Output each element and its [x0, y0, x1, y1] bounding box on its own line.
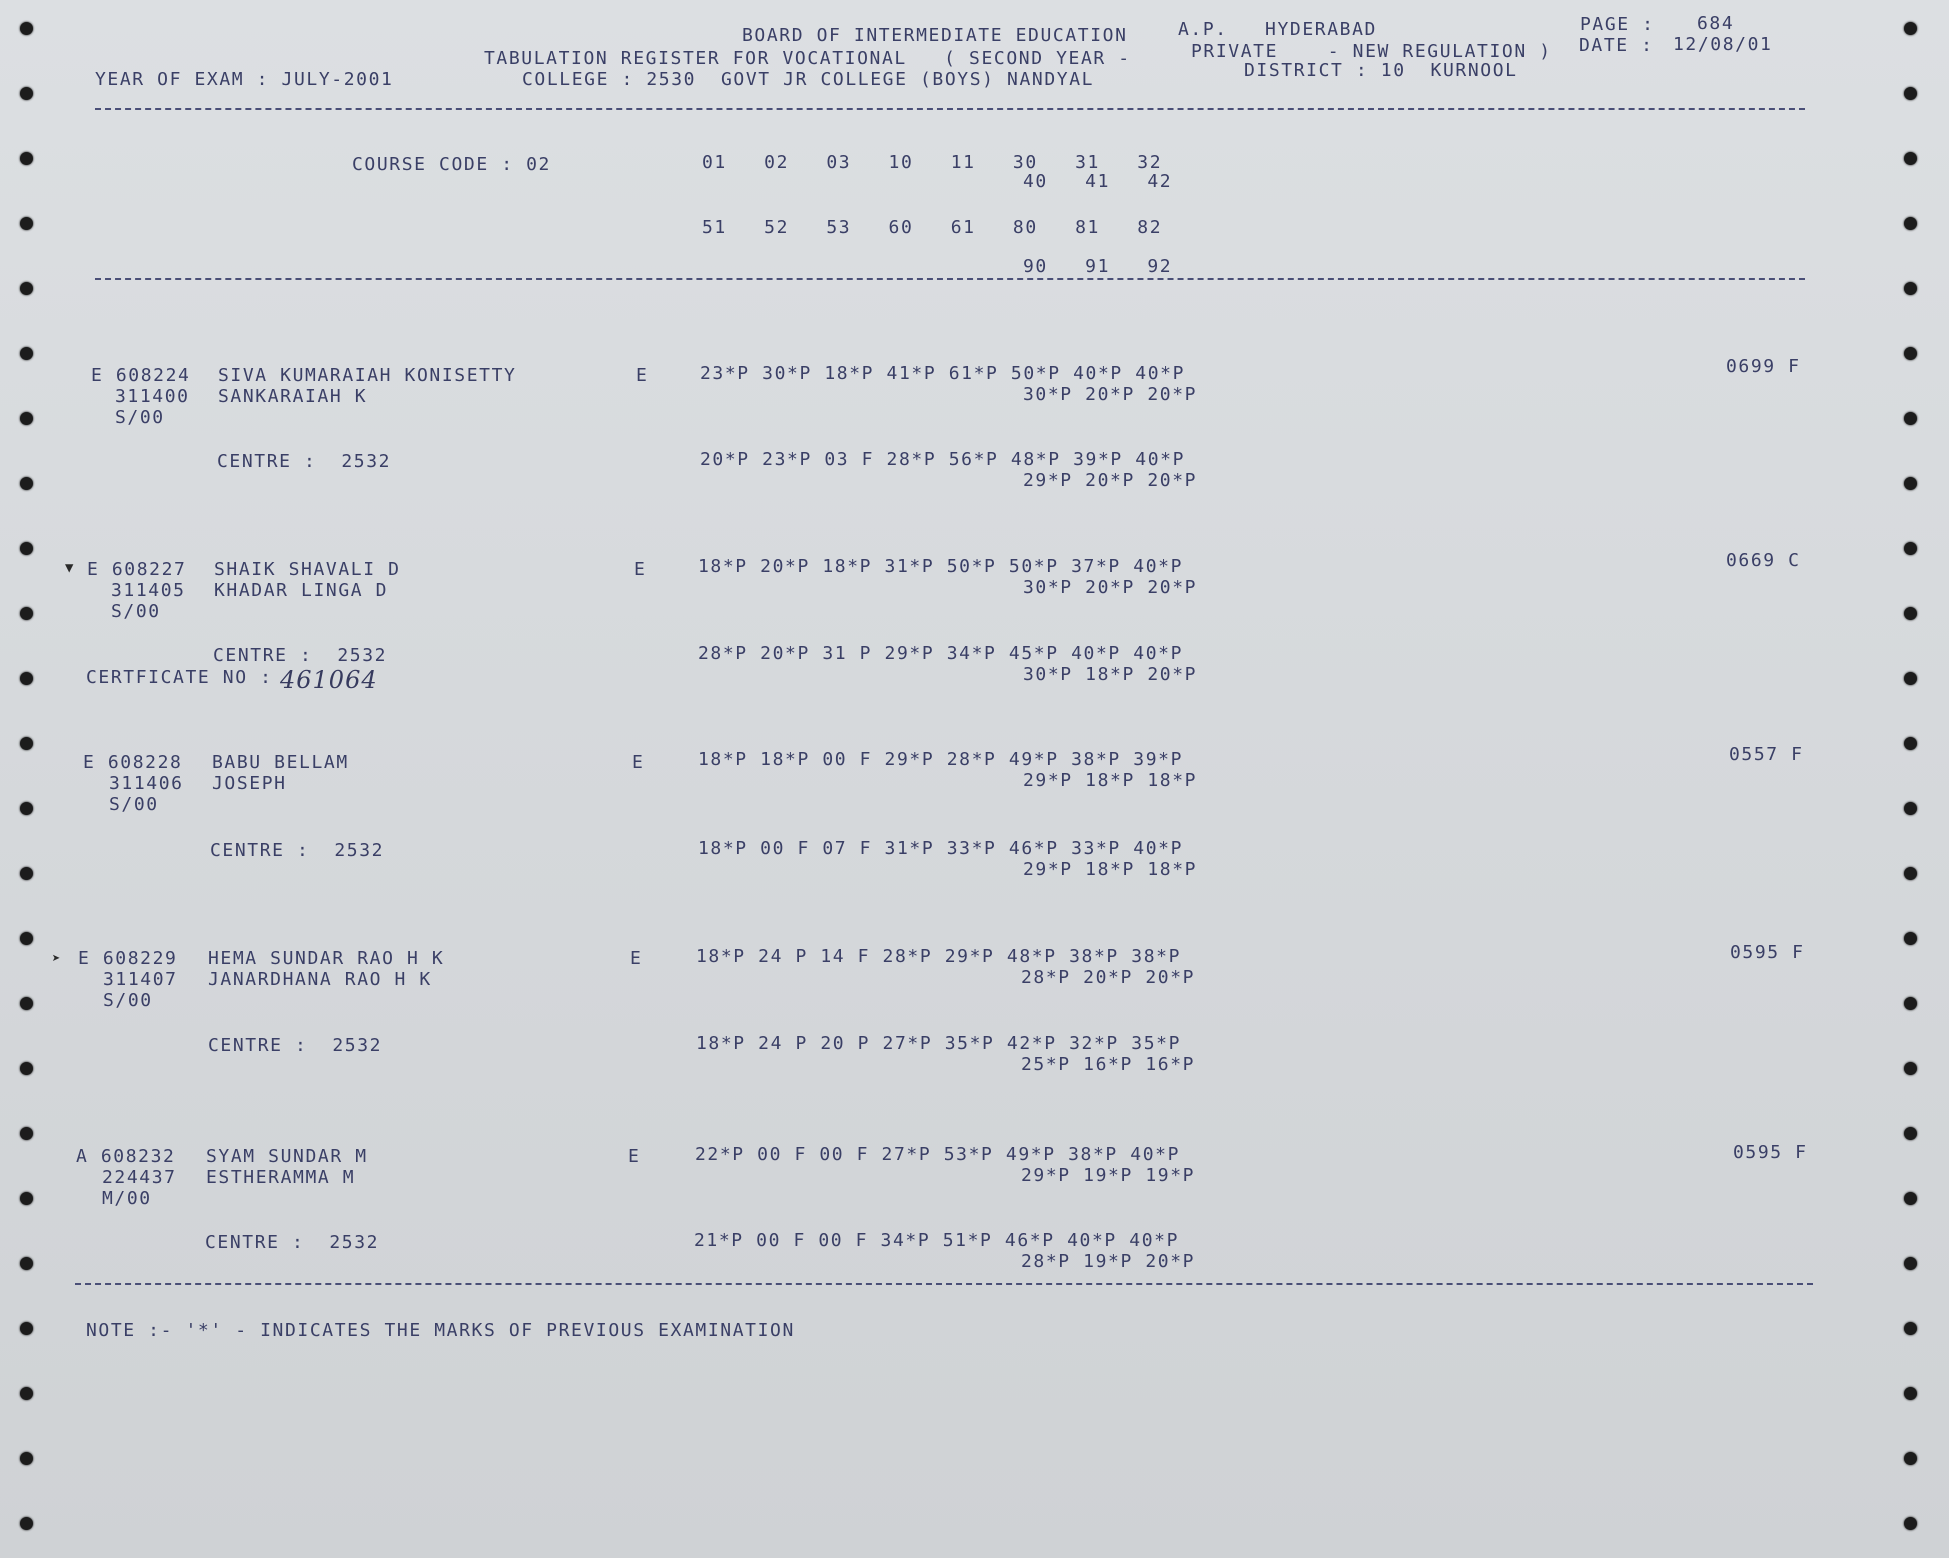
feed-hole: [20, 152, 33, 165]
district-name: DISTRICT : 10 KURNOOL: [1244, 60, 1518, 81]
gender-code: M/00: [102, 1188, 152, 1209]
feed-hole: [20, 1517, 33, 1530]
marks-row2: 29*P 19*P 19*P: [1021, 1165, 1196, 1186]
gender-code: S/00: [109, 794, 159, 815]
total-result: 0595 F: [1733, 1142, 1808, 1163]
register-title: TABULATION REGISTER FOR VOCATIONAL ( SECOND YEAR -: [484, 48, 1131, 69]
marks-row3: 18*P 24 P 20 P 27*P 35*P 42*P 32*P 35*P: [696, 1033, 1182, 1054]
student-name: HEMA SUNDAR RAO H K: [208, 948, 445, 969]
marks-row1: 23*P 30*P 18*P 41*P 61*P 50*P 40*P 40*P: [700, 363, 1186, 384]
medium: E: [632, 752, 645, 773]
date-label: DATE :: [1579, 35, 1654, 56]
roll-number: A 608232: [76, 1146, 176, 1167]
page-number: 684: [1697, 13, 1735, 34]
roll-number: E 608228: [83, 752, 183, 773]
feed-hole: [1904, 1517, 1917, 1530]
roll-number: E 608227: [87, 559, 187, 580]
divider-top: [95, 108, 1805, 110]
exam-year: YEAR OF EXAM : JULY-2001: [95, 69, 394, 90]
parent-name: JOSEPH: [212, 773, 287, 794]
marks-row3: 20*P 23*P 03 F 28*P 56*P 48*P 39*P 40*P: [700, 449, 1186, 470]
feed-hole: [1904, 217, 1917, 230]
subject-codes-row1: 01 02 03 10 11 30 31 32: [702, 152, 1163, 173]
marks-row2: 29*P 18*P 18*P: [1023, 770, 1198, 791]
subject-codes-row4: 90 91 92: [1023, 256, 1173, 277]
college-name: COLLEGE : 2530 GOVT JR COLLEGE (BOYS) NANDYAL: [522, 69, 1095, 90]
centre-code: CENTRE : 2532: [208, 1035, 383, 1056]
medium: E: [628, 1146, 641, 1167]
centre-code: CENTRE : 2532: [205, 1232, 380, 1253]
student-record: [0, 942, 1949, 1129]
subject-codes-row3: 51 52 53 60 61 80 81 82: [702, 217, 1163, 238]
parent-name: SANKARAIAH K: [218, 386, 368, 407]
gender-code: S/00: [115, 407, 165, 428]
total-result: 0557 F: [1729, 744, 1804, 765]
feed-hole: [20, 87, 33, 100]
student-name: SIVA KUMARAIAH KONISETTY: [218, 365, 517, 386]
marks-row1: 18*P 20*P 18*P 31*P 50*P 50*P 37*P 40*P: [698, 556, 1184, 577]
board-title: BOARD OF INTERMEDIATE EDUCATION: [742, 25, 1128, 46]
feed-hole: [1904, 347, 1917, 360]
feed-hole: [1904, 87, 1917, 100]
gender-code: S/00: [111, 601, 161, 622]
feed-hole: [20, 22, 33, 35]
centre-code: CENTRE : 2532: [210, 840, 385, 861]
parent-name: ESTHERAMMA M: [206, 1167, 356, 1188]
feed-hole: [1904, 1387, 1917, 1400]
total-result: 0699 F: [1726, 356, 1801, 377]
roll-number: E 608224: [91, 365, 191, 386]
medium: E: [636, 365, 649, 386]
divider-bottom: [75, 1283, 1813, 1285]
marks-row3: 28*P 20*P 31 P 29*P 34*P 45*P 40*P 40*P: [698, 643, 1184, 664]
marks-row1: 18*P 24 P 14 F 28*P 29*P 48*P 38*P 38*P: [696, 946, 1182, 967]
student-name: SYAM SUNDAR M: [206, 1146, 368, 1167]
marks-row1: 18*P 18*P 00 F 29*P 28*P 49*P 38*P 39*P: [698, 749, 1184, 770]
student-record: [0, 1142, 1949, 1327]
feed-hole: [20, 217, 33, 230]
marks-row3: 21*P 00 F 00 F 34*P 51*P 46*P 40*P 40*P: [694, 1230, 1180, 1251]
student-record: [0, 356, 1949, 546]
registration-number: 311405: [111, 580, 186, 601]
marks-row4: 25*P 16*P 16*P: [1021, 1054, 1196, 1075]
roll-number: E 608229: [78, 948, 178, 969]
marks-row2: 30*P 20*P 20*P: [1023, 577, 1198, 598]
total-result: 0595 F: [1730, 942, 1805, 963]
registration-number: 311400: [115, 386, 190, 407]
total-result: 0669 C: [1726, 550, 1801, 571]
centre-code: CENTRE : 2532: [217, 451, 392, 472]
subject-codes-row2: 40 41 42: [1023, 171, 1173, 192]
parent-name: JANARDHANA RAO H K: [208, 969, 432, 990]
page-label: PAGE :: [1580, 14, 1655, 35]
feed-hole: [1904, 1452, 1917, 1465]
marks-row4: 30*P 18*P 20*P: [1023, 664, 1198, 685]
feed-hole: [1904, 932, 1917, 945]
certificate-number-handwritten: 461064: [280, 666, 378, 694]
marks-row4: 29*P 18*P 18*P: [1023, 859, 1198, 880]
footnote: NOTE :- '*' - INDICATES THE MARKS OF PREVIOUS EXAMINATION: [86, 1320, 795, 1341]
registration-number: 224437: [102, 1167, 177, 1188]
medium: E: [630, 948, 643, 969]
registration-number: 311406: [109, 773, 184, 794]
feed-hole: [1904, 152, 1917, 165]
course-code: COURSE CODE : 02: [352, 154, 551, 175]
student-name: BABU BELLAM: [212, 752, 349, 773]
feed-hole: [20, 347, 33, 360]
feed-hole: [1904, 22, 1917, 35]
regulation-label: PRIVATE - NEW REGULATION ): [1191, 41, 1552, 62]
student-record: [0, 550, 1949, 740]
registration-number: 311407: [103, 969, 178, 990]
feed-hole: [1904, 282, 1917, 295]
student-record: [0, 744, 1949, 933]
medium: E: [634, 559, 647, 580]
feed-hole: [20, 932, 33, 945]
feed-hole: [20, 1387, 33, 1400]
certificate-label: CERTFICATE NO :: [86, 667, 273, 688]
marks-row2: 30*P 20*P 20*P: [1023, 384, 1198, 405]
marks-row3: 18*P 00 F 07 F 31*P 33*P 46*P 33*P 40*P: [698, 838, 1184, 859]
student-name: SHAIK SHAVALI D: [214, 559, 401, 580]
feed-hole: [20, 282, 33, 295]
divider-middle: [95, 278, 1805, 280]
date-value: 12/08/01: [1673, 34, 1773, 55]
marks-row2: 28*P 20*P 20*P: [1021, 967, 1196, 988]
marks-row4: 29*P 20*P 20*P: [1023, 470, 1198, 491]
state-location: A.P. HYDERABAD: [1178, 19, 1377, 40]
arrow-marker-icon: ▼: [65, 560, 74, 576]
marks-row4: 28*P 19*P 20*P: [1021, 1251, 1196, 1272]
marks-row1: 22*P 00 F 00 F 27*P 53*P 49*P 38*P 40*P: [695, 1144, 1181, 1165]
feed-hole: [20, 1452, 33, 1465]
centre-code: CENTRE : 2532: [213, 645, 388, 666]
parent-name: KHADAR LINGA D: [214, 580, 389, 601]
arrow-marker-icon: ➤: [52, 951, 61, 967]
gender-code: S/00: [103, 990, 153, 1011]
